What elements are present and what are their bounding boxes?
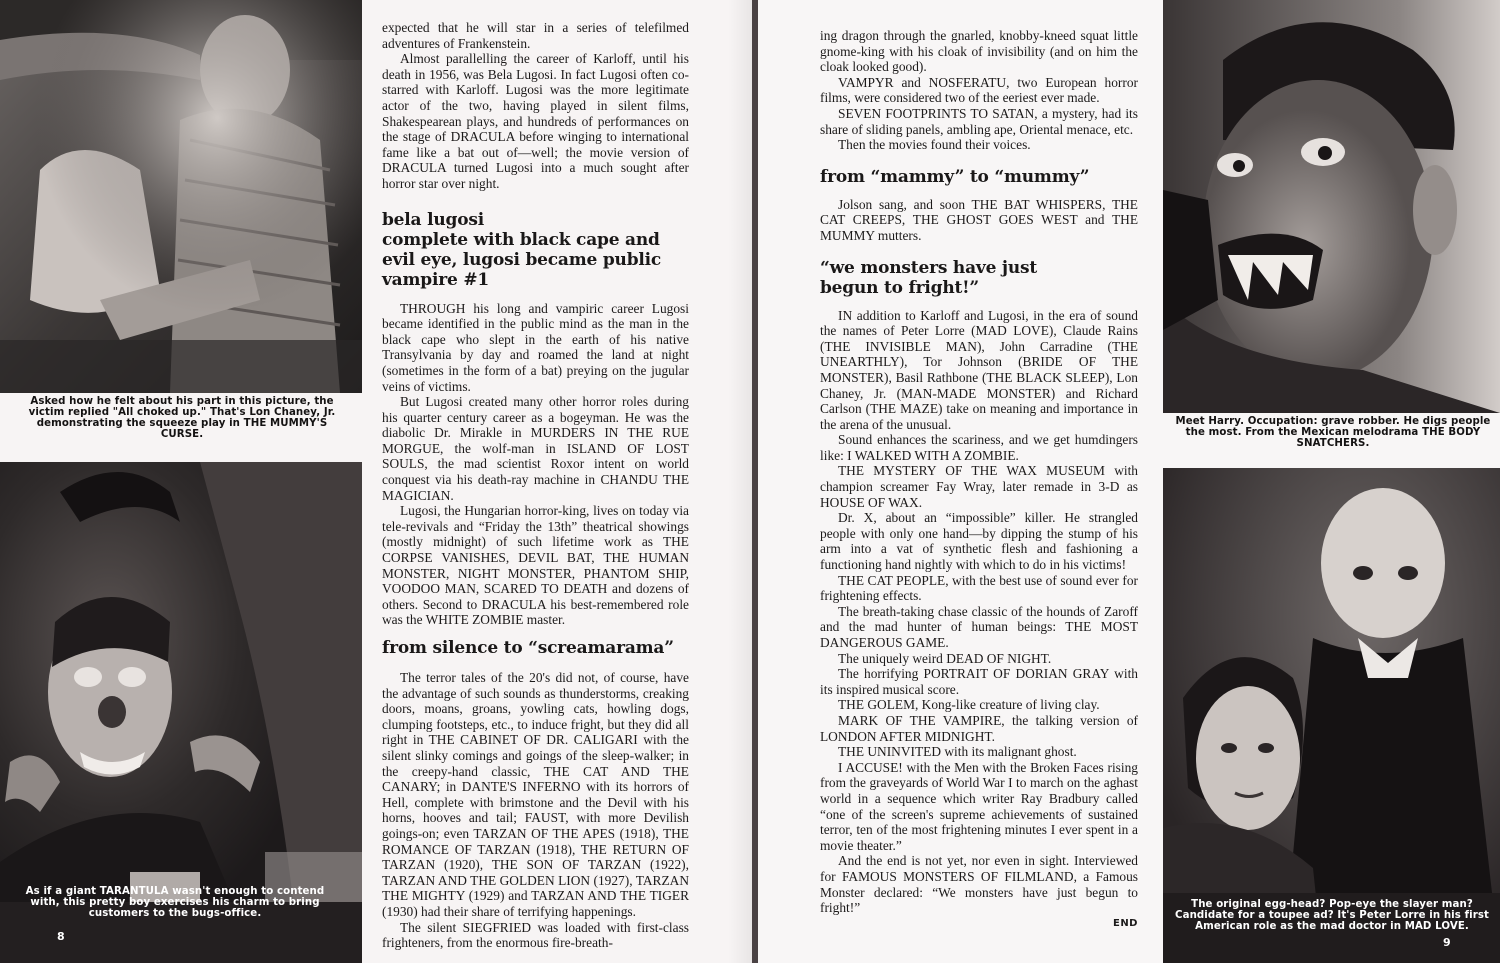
photo-fanged-ghoul xyxy=(1163,0,1500,413)
paragraph: Sound enhances the scariness, and we get humdingers like: I WALKED WITH A ZOMBIE. xyxy=(820,432,1138,463)
paragraph: THE MYSTERY OF THE WAX MUSEUM with champion screamer Fay Wray, later remade in 3-D as HOUSE OF WAX. xyxy=(820,463,1138,510)
paragraph: And the end is not yet, nor even in sight. Interviewed for FAMOUS MONSTERS OF FILMLAND, a Famous Monster declared: “We monsters have just begun to fright!” xyxy=(820,853,1138,916)
paragraph: The silent SIEGFRIED was loaded with first-class frighteners, from the enormous fire-breath- xyxy=(382,919,689,951)
paragraph: Then the movies found their voices. xyxy=(838,137,1031,153)
paragraph: Dr. X, about an “impossible” killer. He strangled people with only one hand—by dipping the stump of his arm into a vat of synthetic flesh and fashioning a functioning hand nightly with which to do in his victims! xyxy=(820,510,1138,573)
page-number-left: 8 xyxy=(57,930,65,943)
left-article-column xyxy=(382,20,689,951)
paragraph: Lugosi, the Hungarian horror-king, lives on today via tele-revivals and “Friday the 13th” theatrical showings (mostly midnight) of such lifetime work as THE CORPSE VANISHES, DEVIL BAT, THE HUMAN MONSTER, NIGHT MONSTER, PHANTOM SHIP, VOODOO MAN, SCARED TO DEATH and dozens of others. Second to DRACULA his best-remembered role was the WHITE ZOMBIE master. xyxy=(382,503,689,628)
paragraph: expected that he will star in a series of telefilmed adventures of Frankenstein. xyxy=(382,20,689,51)
heading-line: bela lugosi xyxy=(382,209,484,230)
page-number-right: 9 xyxy=(1443,936,1451,949)
paragraph: SEVEN FOOTPRINTS TO SATAN, a mystery, had its share of sliding panels, ambling ape, Oriental menace, etc. xyxy=(820,105,1138,137)
paragraph: ing dragon through the gnarled, knobby-kneed squat little gnome-king with his cloak of invisibility (and on him the cloak looked good). xyxy=(820,28,1138,75)
paragraph: The breath-taking chase classic of the hounds of Zaroff and the mad hunter of human beings: THE MOST DANGEROUS GAME. xyxy=(820,603,1138,650)
paragraph: VAMPYR and NOSFERATU, two European horror films, were considered two of the eeriest ever made. xyxy=(820,74,1138,106)
paragraph: THE UNINVITED with its malignant ghost. xyxy=(838,744,1077,760)
right-article-column xyxy=(820,28,1138,931)
paragraph: The horrifying PORTRAIT OF DORIAN GRAY with its inspired musical score. xyxy=(820,666,1138,697)
photo-peter-lorre xyxy=(1163,468,1500,963)
photo-mummy-struggle xyxy=(0,0,362,393)
paragraph: MARK OF THE VAMPIRE, the talking version of LONDON AFTER MIDNIGHT. xyxy=(820,712,1138,744)
end-mark: END xyxy=(1112,917,1138,929)
caption-mummy: Asked how he felt about his part in this picture, the victim replied "All choked up." That's Lon Chaney, Jr. demonstrating the squeeze play in THE MUMMY'S CURSE. xyxy=(28,396,336,440)
mummy-photo-art xyxy=(0,0,362,393)
right-page xyxy=(758,0,1500,963)
paragraph: The uniquely weird DEAD OF NIGHT. xyxy=(838,650,1052,666)
caption-harry: Meet Harry. Occupation: grave robber. He digs people the most. From the Mexican melodrama THE BODY SNATCHERS. xyxy=(1175,416,1491,449)
paragraph: I ACCUSE! with the Men with the Broken Faces rising from the graveyards of World War I to march on the aghast world in a sequence which writer Ray Bradbury called “one of the screen's supreme achievements of sustained terror, ten of the most frightening minutes I ever spent in a movie theater.” xyxy=(820,759,1138,853)
section-heading-screamarama: from silence to “screamarama” xyxy=(382,638,674,658)
caption-lorre: The original egg-head? Pop-eye the slayer man? Candidate for a toupee ad? It's Peter Lorre in his first American role as the mad doctor in MAD LOVE. xyxy=(1175,899,1489,932)
section-heading-mammy-mummy: from “mammy” to “mummy” xyxy=(820,166,1090,187)
section-heading-monsters-fright: “we monsters have just begun to fright!” xyxy=(820,257,1038,298)
paragraph: THE CAT PEOPLE, with the best use of sound ever for frightening effects. xyxy=(820,572,1138,604)
paragraph: The terror tales of the 20's did not, of course, have the advantage of such sounds as thunderstorms, creaking doors, moans, groans, yowling cats, howling dogs, clumping footsteps, etc., to induce fright, but they did all right in THE CABINET OF DR. CALIGARI with the silent slinky comings and goings of the sleep-walker; in the creepy-hand classic, THE CAT AND THE CANARY; in DANTE'S INFERNO with its horrors of Hell, complete with brimstone and the Devil with his horns, hooves and tail; FAUST, with more Devilish goings-on; even TARZAN OF THE APES (1918), THE ROMANCE OF TARZAN (1918), THE RETURN OF TARZAN (1920), THE SON OF TARZAN (1922), TARZAN AND THE GOLDEN LION (1927), TARZAN THE MIGHTY (1929) and TARZAN AND THE TIGER (1930) had their share of terrifying happenings. xyxy=(382,670,689,919)
paragraph: THROUGH his long and vampiric career Lugosi became identified in the public mind as the man in the black cape who slept in the earth of his native Transylvania by day and roamed the land at night (sometimes in the form of a bat) preying on the jugular veins of victims. xyxy=(382,300,689,394)
heading-subline: complete with black cape and evil eye, lugosi became public vampire #1 xyxy=(382,229,662,290)
ghoul-photo-art xyxy=(1163,0,1500,413)
lorre-photo-art xyxy=(1163,468,1500,963)
paragraph: Almost parallelling the career of Karloff, until his death in 1956, was Bela Lugosi. In fact Lugosi often co-starred with Karloff. Lugosi was the more legitimate actor of the two, having played in silent films, Shakespearean plays, and hundreds of performances on the stage of DRACULA before winging to international fame like a bat out of—well; the movie version of DRACULA turned Lugosi into a much sought after horror star over night. xyxy=(382,51,689,191)
paragraph: But Lugosi created many other horror roles during his quarter century career as a bogeyman. He was the diabolic Dr. Mirakle in MURDERS IN THE RUE MORGUE, the wolf-man in ISLAND OF LOST SOULS, the mad scientist Roxor intent on world conquest via his death-ray machine in CHANDU THE MAGICIAN. xyxy=(382,394,689,503)
gutter-shadow xyxy=(728,0,752,963)
paragraph: IN addition to Karloff and Lugosi, in the era of sound the names of Peter Lorre (MAD LOVE), Claude Rains (THE INVISIBLE MAN), John Carradine (THE UNEARTHLY), Tor Johnson (BRIDE OF THE MONSTER), Basil Rathbone (THE BLACK SLEEP), Lon Chaney, Jr. (MAN-MADE MONSTER) and Richard Carlson (THE MAZE) take on meaning and importance in the arena of the unusual. xyxy=(820,307,1138,432)
paragraph: Jolson sang, and soon THE BAT WHISPERS, THE CAT CREEPS, THE GHOST GOES WEST and THE MUMMY mutters. xyxy=(820,196,1138,243)
section-heading-bela-lugosi xyxy=(382,210,689,290)
caption-tarantula: As if a giant TARANTULA wasn't enough to contend with, this pretty boy exercises his charm to bring customers to the bugs-office. xyxy=(25,886,325,919)
paragraph: THE GOLEM, Kong-like creature of living clay. xyxy=(838,697,1100,713)
